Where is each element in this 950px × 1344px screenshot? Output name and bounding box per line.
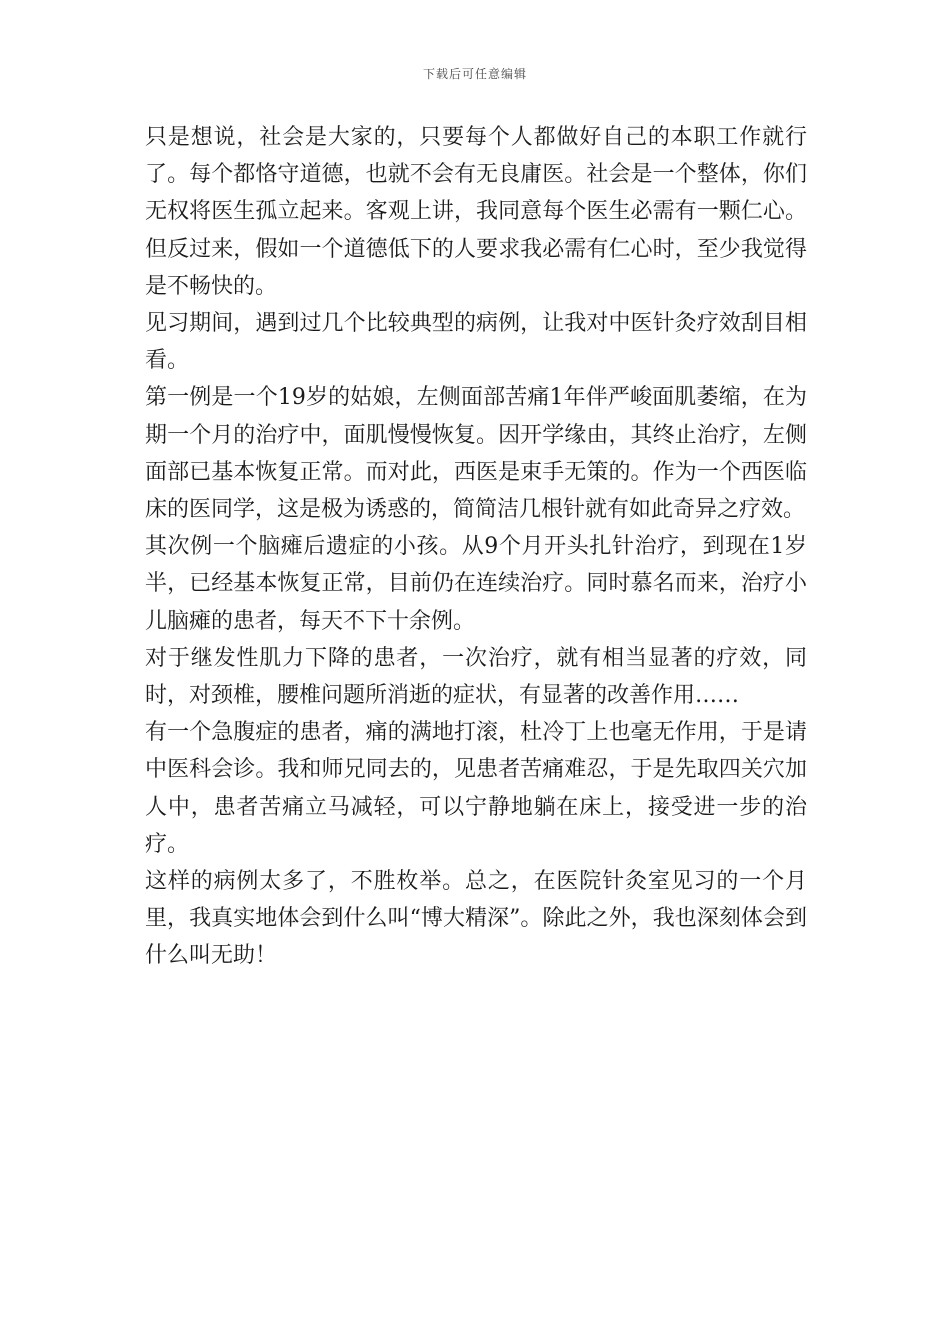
paragraph-conclusion: 这样的病例太多了，不胜枚举。总之，在医院针灸室见习的一个月里，我真实地体会到什么叫“博大精深”。除此之外，我也深刻体会到什么叫无助！ — [145, 869, 807, 969]
paragraph-internship: 见习期间，遇到过几个比较典型的病例，让我对中医针灸疗效刮目相看。 — [145, 311, 807, 374]
page-header: 下载后可任意编辑 — [422, 67, 527, 81]
document-body — [145, 119, 807, 975]
paragraph-case-1: 第一例是一个19岁的姑娘，左侧面部苦痛1年伴严峻面肌萎缩，在为期一个月的治疗中，面肌慢慢恢复。因开学缘由，其终止治疗，左侧面部已基本恢复正常。而对此，西医是束手无策的。作为一个西医临床的医同学，这是极为诱惑的，简简洁几根针就有如此奇异之疗效。 — [145, 385, 807, 523]
paragraph-case-3: 对于继发性肌力下降的患者，一次治疗，就有相当显著的疗效，同时，对颈椎，腰椎问题所消逝的症状，有显著的改善作用…… — [145, 645, 807, 709]
paragraph-case-4: 有一个急腹症的患者，痛的满地打滚，杜冷丁上也毫无作用，于是请中医科会诊。我和师兄同去的，见患者苦痛难忍，于是先取四关穴加人中，患者苦痛立马减轻，可以宁静地躺在床上，接受进一步的治疗。 — [145, 720, 807, 857]
paragraph-case-2: 其次例一个脑瘫后遗症的小孩。从9个月开头扎针治疗，到现在1岁半，已经基本恢复正常，目前仍在连续治疗。同时慕名而来，治疗小儿脑瘫的患者，每天不下十余例。 — [145, 534, 807, 634]
paragraph-intro: 只是想说，社会是大家的，只要每个人都做好自己的本职工作就行了。每个都恪守道德，也就不会有无良庸医。社会是一个整体，你们无权将医生孤立起来。客观上讲，我同意每个医生必需有一颗仁心。但反过来，假如一个道德低下的人要求我必需有仁心时，至少我觉得是不畅快的。 — [145, 125, 807, 299]
